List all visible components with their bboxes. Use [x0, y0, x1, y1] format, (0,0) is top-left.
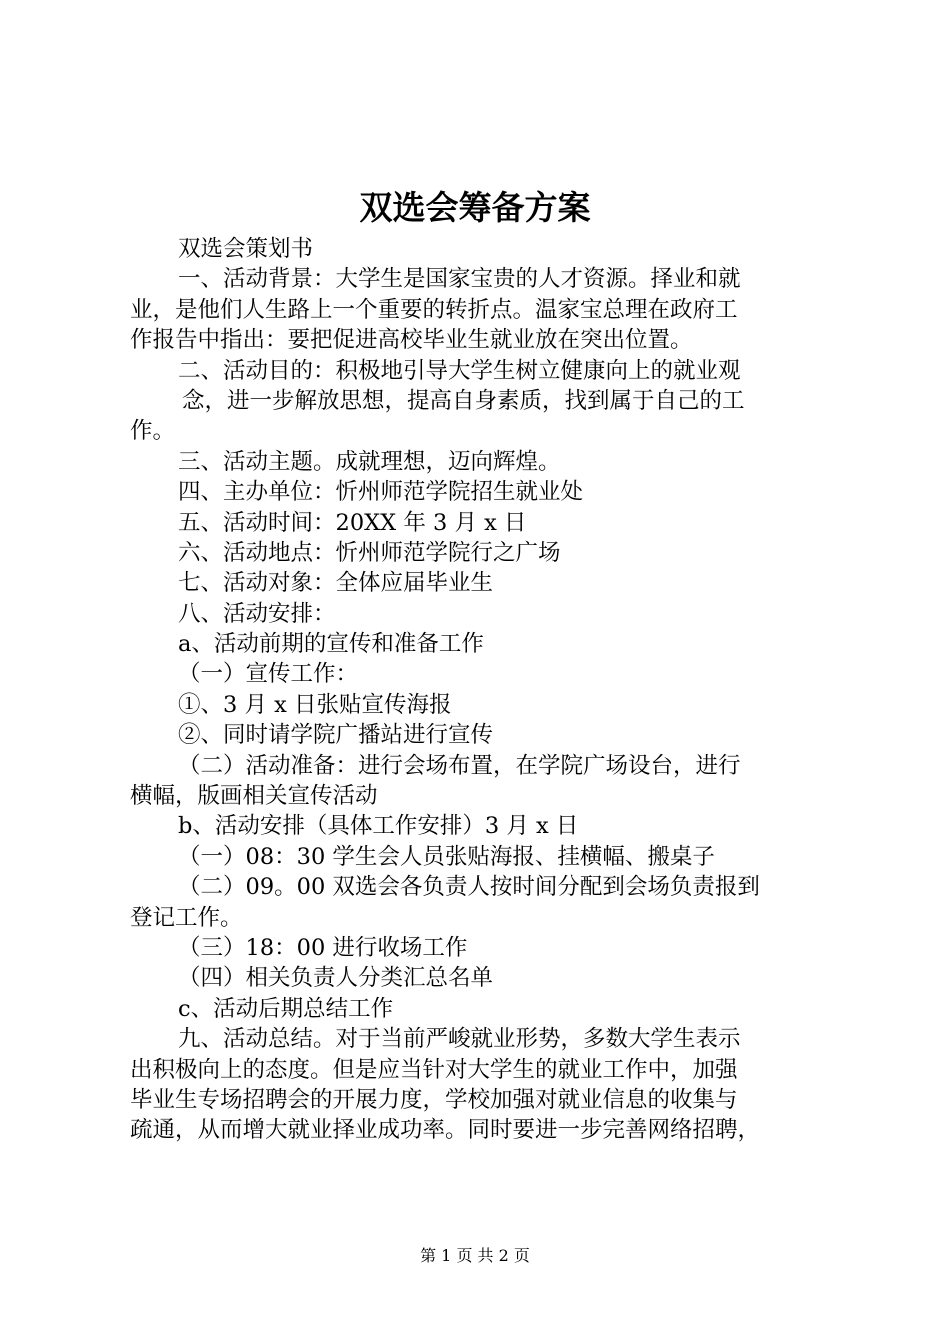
text-line: c、活动后期总结工作 — [178, 995, 394, 1022]
text-line: 九、活动总结。对于当前严峻就业形势，多数大学生表示 — [178, 1026, 741, 1053]
text-line: 二、活动目的：积极地引导大学生树立健康向上的就业观 — [178, 357, 741, 384]
text-line: 疏通，从而增大就业择业成功率。同时要进一步完善网络招聘， — [130, 1117, 761, 1144]
text-line: a、活动前期的宣传和准备工作 — [178, 631, 484, 658]
text-line: b、活动安排（具体工作安排）3 月 x 日 — [178, 813, 579, 840]
text-line: 出积极向上的态度。但是应当针对大学生的就业工作中，加强 — [130, 1056, 738, 1083]
text-line: 作。 — [130, 418, 176, 445]
document-body — [130, 234, 830, 1146]
text-line: 念，进一步解放思想，提高自身素质，找到属于自己的工 — [182, 387, 745, 414]
text-line: 登记工作。 — [130, 904, 243, 931]
document-title: 双选会筹备方案 — [359, 188, 591, 227]
text-line: （四）相关负责人分类汇总名单 — [178, 965, 494, 992]
text-line: 业，是他们人生路上一个重要的转折点。温家宝总理在政府工 — [130, 296, 738, 323]
text-line: ①、3 月 x 日张贴宣传海报 — [178, 691, 452, 718]
text-line: ②、同时请学院广播站进行宣传 — [178, 722, 494, 749]
text-line: 一、活动背景：大学生是国家宝贵的人才资源。择业和就 — [178, 266, 741, 293]
text-line: 三、活动主题。成就理想，迈向辉煌。 — [178, 448, 561, 475]
text-line: 双选会策划书 — [178, 236, 314, 262]
text-line: 五、活动时间：20XX 年 3 月 x 日 — [178, 509, 527, 536]
text-line: （一）宣传工作： — [178, 661, 359, 688]
page-footer: 第 1 页 共 2 页 — [420, 1246, 530, 1265]
text-line: 六、活动地点：忻州师范学院行之广场 — [178, 539, 561, 566]
text-line: （二）活动准备：进行会场布置，在学院广场设台，进行 — [178, 752, 741, 779]
text-line: （三）18：00 进行收场工作 — [178, 934, 468, 961]
text-line: 毕业生专场招聘会的开展力度，学校加强对就业信息的收集与 — [130, 1086, 738, 1113]
text-line: （一）08：30 学生会人员张贴海报、挂横幅、搬桌子 — [178, 843, 715, 870]
text-line: 七、活动对象：全体应届毕业生 — [178, 570, 494, 597]
text-line: 四、主办单位：忻州师范学院招生就业处 — [178, 479, 584, 506]
text-line: （二）09。00 双选会各负责人按时间分配到会场负责报到 — [178, 874, 760, 901]
text-line: 八、活动安排： — [178, 600, 336, 627]
text-line: 作报告中指出：要把促进高校毕业生就业放在突出位置。 — [130, 327, 693, 354]
text-line: 横幅，版画相关宣传活动 — [130, 783, 378, 810]
